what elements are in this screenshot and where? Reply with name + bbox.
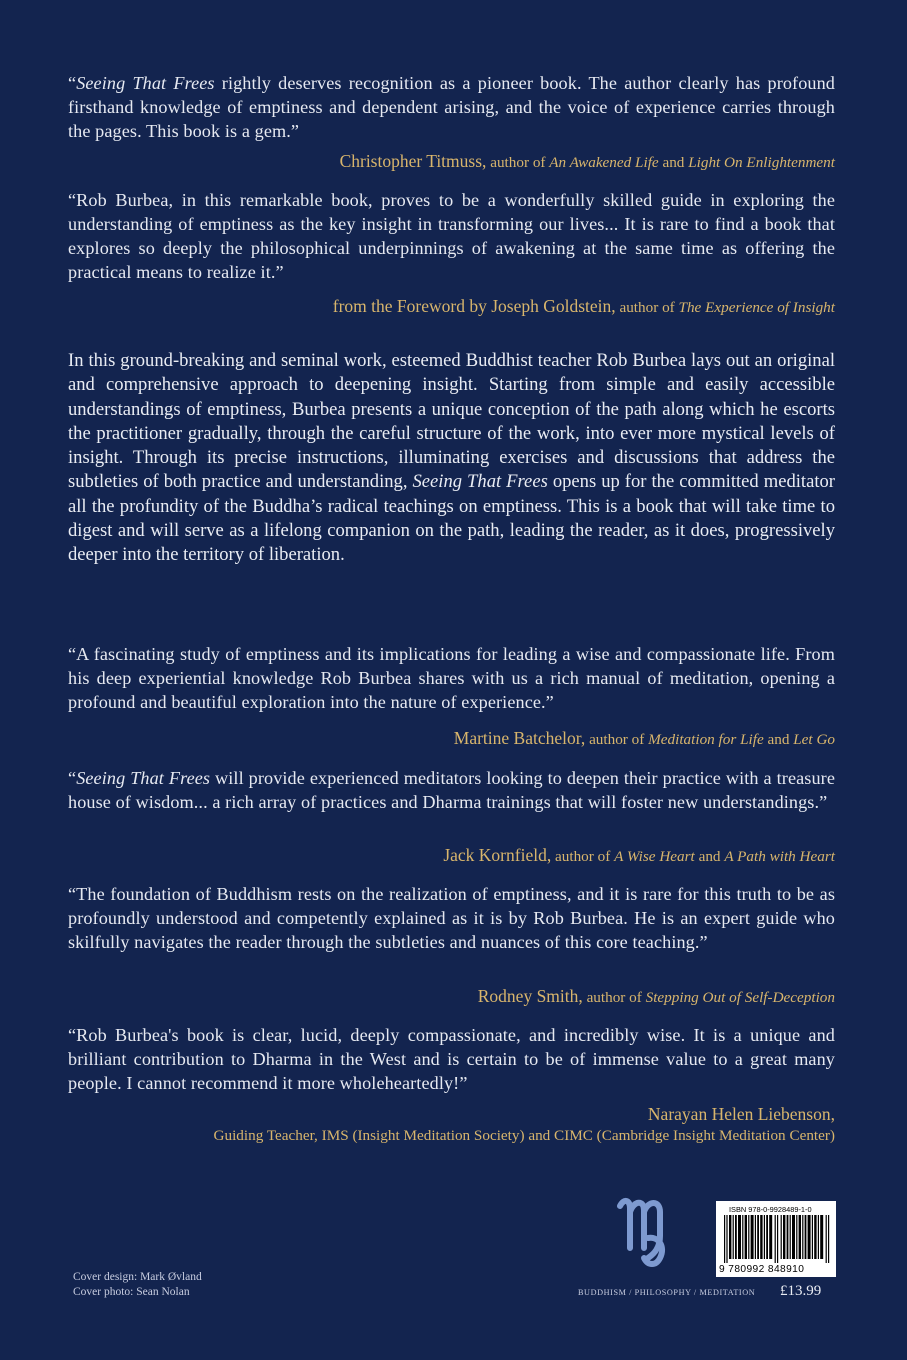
attribution-liebenson-name [648,1103,835,1125]
author-name: Christopher Titmuss, [339,151,487,171]
endorsement-quote-smith [68,882,835,954]
role-text: Guiding Teacher, IMS (Insight Meditation Society) and CIMC (Cambridge Insight Meditation Center) [213,1127,835,1144]
author-name: Narayan Helen Liebenson, [647,1104,835,1124]
quote-text: “A fascinating study of emptiness and its implications for leading a wise and compassionate life. From his deep experiential knowledge Rob Burbea shares with us a rich manual of meditation, opening a profound and beautiful exploration into the nature of experience.” [68,644,835,712]
attribution-smith [478,985,835,1009]
and-text: and [658,154,689,171]
book-title: Stepping Out of Self-Deception [645,989,835,1006]
attribution-goldstein [333,295,835,319]
cover-photo-credit: Cover photo: Sean Nolan [73,1286,190,1298]
role-text: author of [615,299,679,316]
endorsement-quote-titmuss [68,71,835,143]
book-title: An Awakened Life [549,154,659,171]
book-title: Light On Enlightenment [688,154,835,171]
quote-open: “ [68,73,77,93]
book-title: Seeing That Frees [76,768,211,788]
role-text: author of [582,989,646,1006]
quote-text: “Rob Burbea, in this remarkable book, proves to be a wonderfully skilled guide in exploring the understanding of emptiness as the key insight in transforming our lives... It is rare to find a book that explores so deeply the philosophical underpinnings of awakening at the same time as offering the practical means to realize it.” [68,190,835,282]
book-title: Seeing That Frees [76,73,215,93]
quote-text: will provide experienced meditators looking to deepen their practice with a treasure house of wisdom... a rich array of practices and Dharma trainings that will foster new understandings.” [68,768,835,812]
endorsement-quote-liebenson [68,1023,835,1095]
category-label: BUDDHISM / PHILOSOPHY / MEDITATION [578,1288,756,1297]
barcode-icon [716,1201,836,1277]
book-title: A Path with Heart [724,848,835,865]
barcode-bars [724,1215,830,1263]
author-name: from the Foreword by Joseph Goldstein, [332,296,616,316]
attribution-titmuss [340,150,835,174]
and-text: and [763,731,794,748]
author-name: Jack Kornfield, [443,845,552,865]
endorsement-quote-batchelor [68,642,835,714]
book-title: The Experience of Insight [678,299,835,316]
quote-text: rightly deserves recognition as a pioneer book. The author clearly has profound firsthand knowledge of emptiness and dependent arising, and the voice of experience carries through the pages. This book is a gem.” [68,73,835,141]
quote-text: “Rob Burbea's book is clear, lucid, deeply compassionate, and incredibly wise. It is a unique and brilliant contribution to Dharma in the West and is certain to be of immense value to a great many people. I cannot recommend it more wholeheartedly!” [68,1025,835,1093]
cover-credits [73,1270,202,1300]
book-title: Seeing That Frees [412,471,548,493]
book-title: Meditation for Life [648,731,764,748]
book-title: A Wise Heart [614,848,695,865]
endorsement-quote-goldstein [68,188,835,284]
blurb-text: opens up for the committed meditator all the profundity of the Buddha’s radical teachings on emptiness. This is a book that will take time to digest and will serve as a lifelong companion on the path, leading the reader, as it does, progressively deeper into the territory of liberation. [68,471,835,566]
book-title: Let Go [793,731,835,748]
ean-digits: 9 780992 848910 [719,1264,805,1275]
role-text: author of [585,731,649,748]
attribution-batchelor [454,727,835,751]
publisher-monogram-icon [614,1192,676,1274]
role-text: author of [551,848,615,865]
author-name: Martine Batchelor, [453,728,586,748]
quote-text: “The foundation of Buddhism rests on the realization of emptiness, and it is rare for this truth to be as profoundly understood and competently explained as it is by Rob Burbea. He is an expert guide who skilfully navigates the reader through the subtleties and nuances of this core teaching.” [68,884,835,952]
attribution-liebenson-role [214,1127,835,1145]
blurb-text: In this ground-breaking and seminal work, esteemed Buddhist teacher Rob Burbea lays out an original and comprehensive approach to deepening insight. Starting from simple and easily accessible understandings of emptiness, Burbea presents a unique conception of the path along which he escorts the practitioner gradually, through the careful structure of the work, into ever more mystical levels of insight. Through its precise instructions, illuminating exercises and discussions that address the subtleties of both practice and understanding, [68,350,835,493]
cover-design-credit: Cover design: Mark Øvland [73,1271,202,1283]
author-name: Rodney Smith, [477,986,583,1006]
price-label: £13.99 [780,1283,822,1299]
description-blurb [68,349,835,568]
endorsement-quote-kornfield [68,766,835,814]
attribution-kornfield [443,844,835,868]
and-text: and [694,848,725,865]
isbn-label: ISBN 978-0-9928489-1-0 [729,1205,812,1214]
quote-open: “ [68,768,77,788]
role-text: author of [486,154,550,171]
